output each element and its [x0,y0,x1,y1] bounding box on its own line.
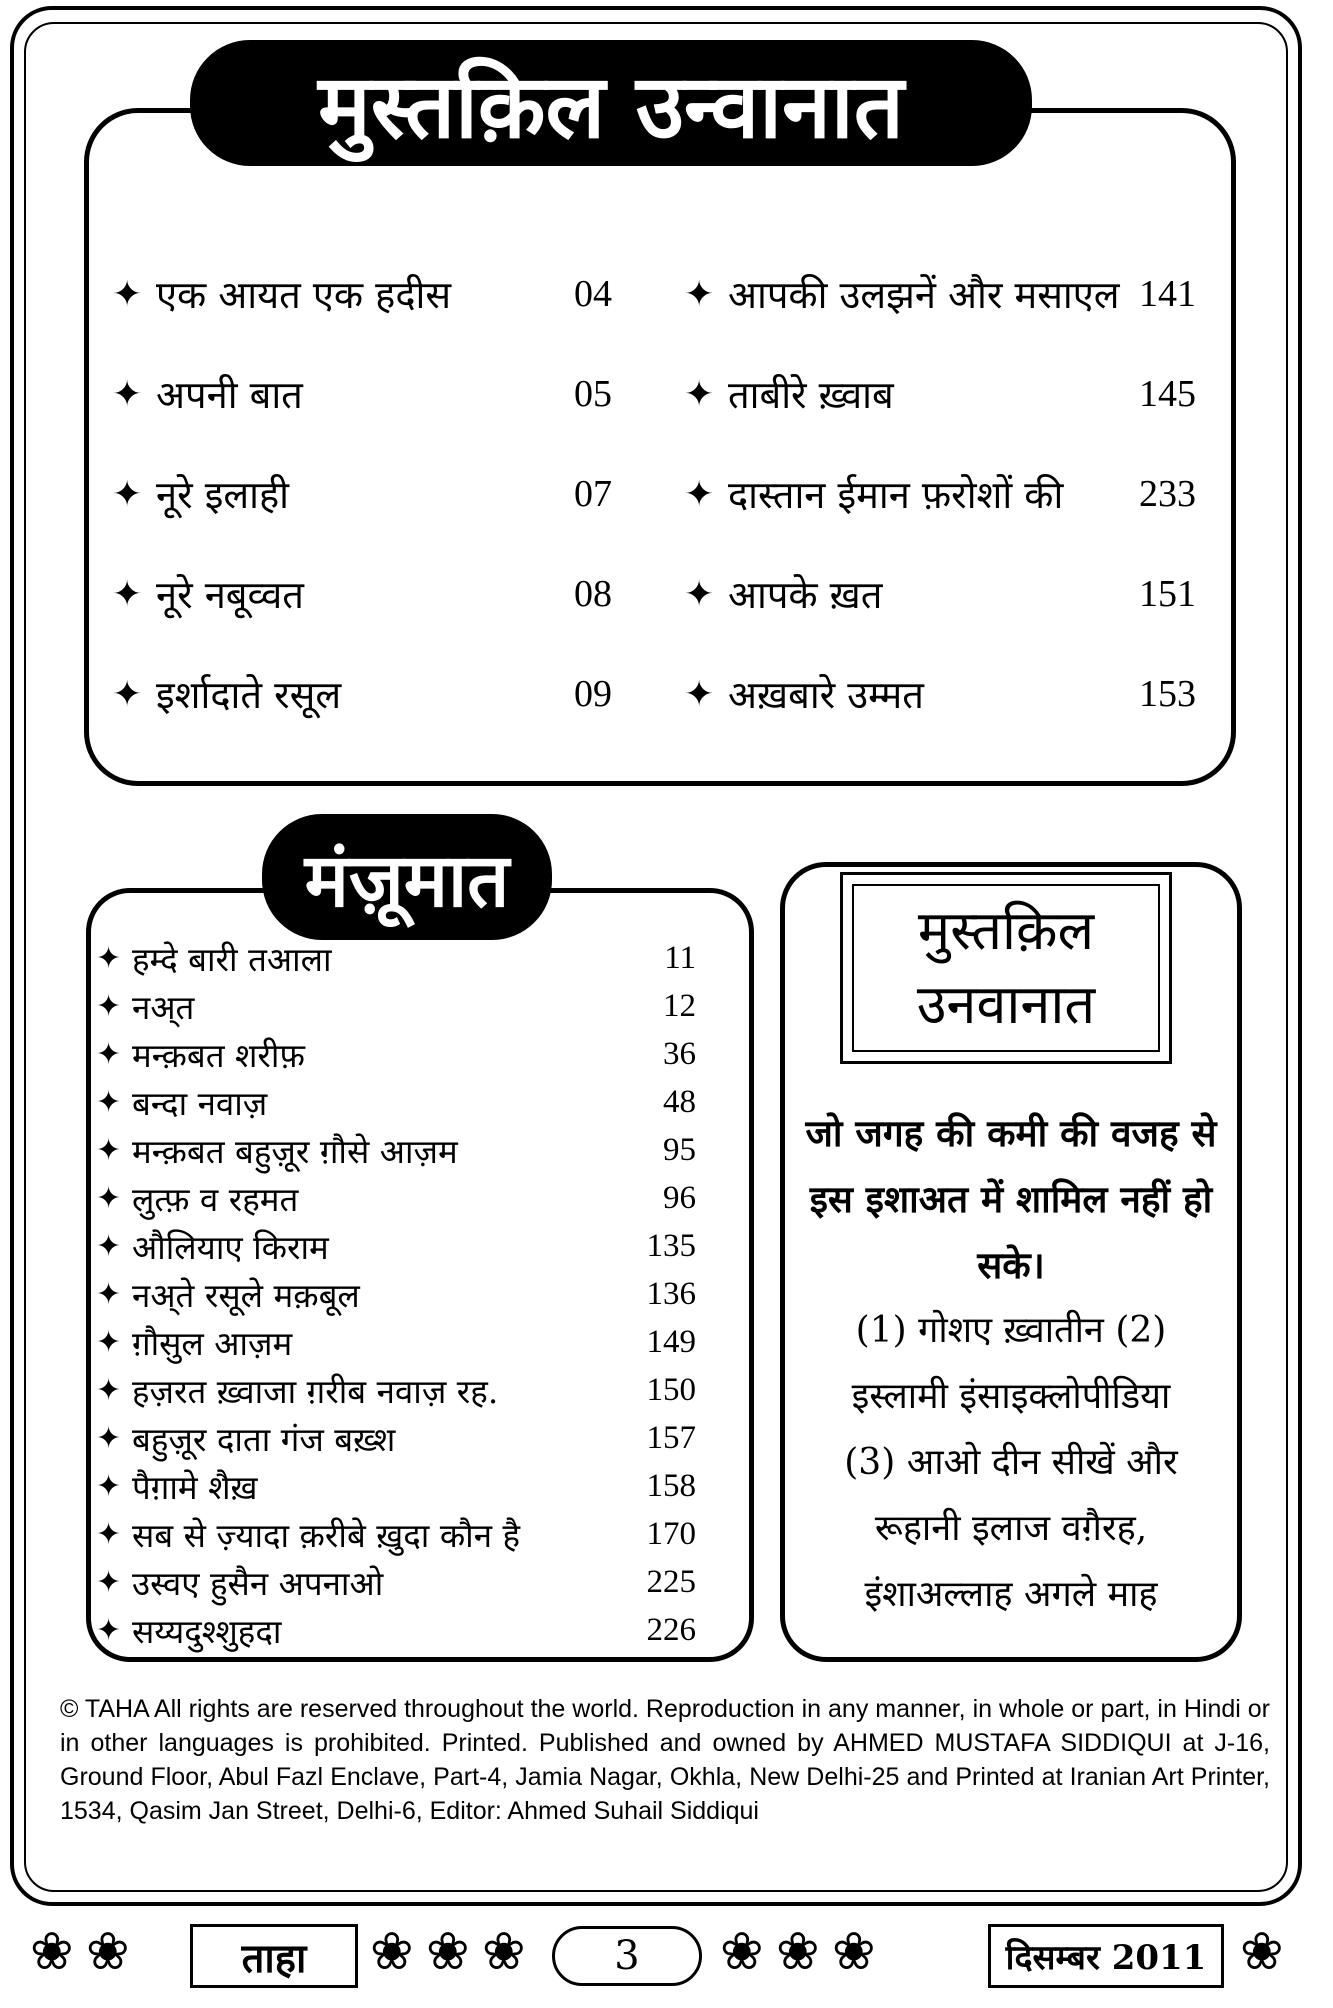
poem-title: सय्यदुश्शुहदा [132,1611,282,1651]
poem-entry[interactable] [96,1174,696,1222]
flower-ornament-icon: ❀ [426,1922,470,1982]
toc-entry-page: 09 [574,673,612,715]
notice-line: (1) गोशए ख़्वातीन (2) [855,1310,1167,1351]
toc-entry-page: 151 [1139,573,1196,615]
toc-entry[interactable] [112,244,612,344]
star-bullet-icon: ✦ [96,1420,122,1456]
copyright-notice: © TAHA All rights are reserved throughout the world. Reproduction in any manner, in whole or part, in Hindi or in other languages is prohibited. Printed. Published and owned by AHMED MUSTAFA SIDDIQUI at J-16, Ground Floor, Abul Fazl Enclave, Part-4, Jamia Nagar, Okhla, New Delhi-25 and Printed at Iranian Art Printer, 1534, Qasim Jan Street, Delhi-6, Editor: Ahmed Suhail Siddiqui [60,1695,1270,1825]
toc-entry-page: 07 [574,473,612,515]
poem-title: हम्दे बारी तआला [132,939,332,979]
flower-ornament-icon: ❀ [30,1922,74,1982]
regular-topics-title: मुस्तक़िल उन्वानात [190,40,1032,166]
toc-entry-page: 04 [574,273,612,315]
star-bullet-icon: ✦ [96,940,122,976]
toc-entry-page: 233 [1139,473,1196,515]
star-bullet-icon: ✦ [112,273,143,315]
poem-title: मन्क़बत बहुज़ूर ग़ौसे आज़म [132,1131,458,1171]
poem-entry[interactable] [96,982,696,1030]
toc-entry[interactable] [112,444,612,544]
poem-page: 158 [646,1467,696,1504]
poems-title: मंज़ूमात [262,814,552,940]
page-footer [30,1918,1310,1990]
poem-title: पैग़ामे शैख़ [132,1467,258,1507]
poem-title: बन्दा नवाज़ [132,1083,268,1123]
poem-entry[interactable] [96,1366,696,1414]
star-bullet-icon: ✦ [96,1276,122,1312]
star-bullet-icon: ✦ [684,673,715,715]
star-bullet-icon: ✦ [96,1180,122,1216]
poem-title: उस्वए हुसैन अपनाओ [132,1563,384,1603]
poem-title: लुत्फ़ व रहमत [132,1179,299,1219]
flower-ornament-icon: ❀ [776,1922,820,1982]
notice-title [852,884,1160,1052]
poem-entry[interactable] [96,1510,696,1558]
poem-title: नअ्ते रसूले मक़बूल [132,1275,360,1315]
flower-ornament-icon: ❀ [1240,1922,1284,1982]
toc-entry-title: ताबीरे ख़्वाब [728,373,894,417]
star-bullet-icon: ✦ [112,573,143,615]
toc-entry-title: आपके ख़त [728,573,883,617]
toc-entry[interactable] [684,244,1196,344]
notice-line: इंशाअल्लाह अगले माह [864,1574,1158,1615]
notice-title-line: मुस्तक़िल [917,899,1095,962]
toc-entry-title: दास्तान ईमान फ़रोशों की [728,473,1064,517]
toc-entry[interactable] [112,544,612,644]
poem-page: 149 [646,1323,696,1360]
star-bullet-icon: ✦ [96,1228,122,1264]
notice-line: इस्लामी इंसाइक्लोपीडिया [851,1376,1171,1417]
poem-page: 96 [663,1179,696,1216]
poem-title: सब से ज़्यादा क़रीबे ख़ुदा कौन है [132,1515,521,1555]
poem-entry[interactable] [96,1270,696,1318]
toc-entry-page: 141 [1139,273,1196,315]
issue-date: दिसम्बर 2011 [988,1924,1224,1988]
poem-entry[interactable] [96,1222,696,1270]
toc-entry-title: आपकी उलझनें और मसाएल [728,273,1120,317]
toc-entry[interactable] [684,544,1196,644]
poem-page: 157 [646,1419,696,1456]
poem-entry[interactable] [96,1318,696,1366]
toc-entry[interactable] [112,644,612,744]
toc-entry-title: नूरे इलाही [156,473,289,517]
star-bullet-icon: ✦ [96,1564,122,1600]
star-bullet-icon: ✦ [96,1036,122,1072]
star-bullet-icon: ✦ [96,1132,122,1168]
notice-title-line: उनवानात [916,973,1096,1036]
poem-page: 226 [646,1611,696,1648]
poem-page: 36 [663,1035,696,1072]
notice-line: (3) आओ दीन सीखें और [844,1442,1178,1483]
star-bullet-icon: ✦ [96,1324,122,1360]
poem-title: ग़ौसुल आज़म [132,1323,293,1363]
star-bullet-icon: ✦ [684,473,715,515]
notice-details [790,1298,1232,1628]
star-bullet-icon: ✦ [96,1084,122,1120]
toc-entry[interactable] [684,344,1196,444]
poem-title: मन्क़बत शरीफ़ [132,1035,305,1075]
poem-entry[interactable] [96,1414,696,1462]
poem-title: औलियाए किराम [132,1227,329,1267]
poem-entry[interactable] [96,1078,696,1126]
toc-entry-title: इर्शादाते रसूल [156,673,342,717]
flower-ornament-icon: ❀ [370,1922,414,1982]
star-bullet-icon: ✦ [96,1468,122,1504]
toc-entry-title: अख़बारे उम्मत [728,673,924,717]
poem-title: हज़रत ख़्वाजा ग़रीब नवाज़ रह. [132,1371,499,1411]
toc-entry-title: नूरे नबूव्वत [156,573,304,617]
poem-page: 150 [646,1371,696,1408]
poem-entry[interactable] [96,1558,696,1606]
notice-bold-text: जो जगह की कमी की वजह से इस इशाअत में शामिल नहीं हो सके। [805,1111,1217,1287]
poem-page: 12 [663,987,696,1024]
star-bullet-icon: ✦ [112,373,143,415]
poem-entry[interactable] [96,1462,696,1510]
star-bullet-icon: ✦ [684,573,715,615]
regular-topics-left-column [112,244,612,744]
toc-entry[interactable] [684,444,1196,544]
toc-entry-page: 08 [574,573,612,615]
star-bullet-icon: ✦ [96,1516,122,1552]
star-bullet-icon: ✦ [112,473,143,515]
poem-title: नअ्त [132,987,195,1027]
poem-title: बहुज़ूर दाता गंज बख़्श [132,1419,396,1459]
star-bullet-icon: ✦ [96,988,122,1024]
toc-entry-title: एक आयत एक हदीस [156,273,452,317]
toc-entry[interactable] [684,644,1196,744]
poem-page: 48 [663,1083,696,1120]
star-bullet-icon: ✦ [112,673,143,715]
flower-ornament-icon: ❀ [832,1922,876,1982]
poem-entry[interactable] [96,1126,696,1174]
star-bullet-icon: ✦ [684,373,715,415]
flower-ornament-icon: ❀ [482,1922,526,1982]
page-number: 3 [552,1926,702,1986]
poem-page: 170 [646,1515,696,1552]
toc-entry-page: 153 [1139,673,1196,715]
poems-list [96,934,696,1654]
star-bullet-icon: ✦ [96,1612,122,1648]
toc-entry-page: 05 [574,373,612,415]
poem-entry[interactable] [96,1030,696,1078]
magazine-name: ताहा [190,1924,358,1988]
poem-page: 135 [646,1227,696,1264]
poem-entry[interactable] [96,934,696,982]
poem-page: 95 [663,1131,696,1168]
toc-entry-title: अपनी बात [156,373,303,417]
flower-ornament-icon: ❀ [720,1922,764,1982]
poem-page: 136 [646,1275,696,1312]
star-bullet-icon: ✦ [96,1372,122,1408]
toc-entry-page: 145 [1139,373,1196,415]
regular-topics-right-column [684,244,1196,744]
flower-ornament-icon: ❀ [86,1922,130,1982]
star-bullet-icon: ✦ [684,273,715,315]
notice-line: रूहानी इलाज वग़ैरह, [874,1508,1148,1549]
toc-entry[interactable] [112,344,612,444]
poem-page: 225 [646,1563,696,1600]
poem-entry[interactable] [96,1606,696,1654]
poem-page: 11 [664,939,696,976]
